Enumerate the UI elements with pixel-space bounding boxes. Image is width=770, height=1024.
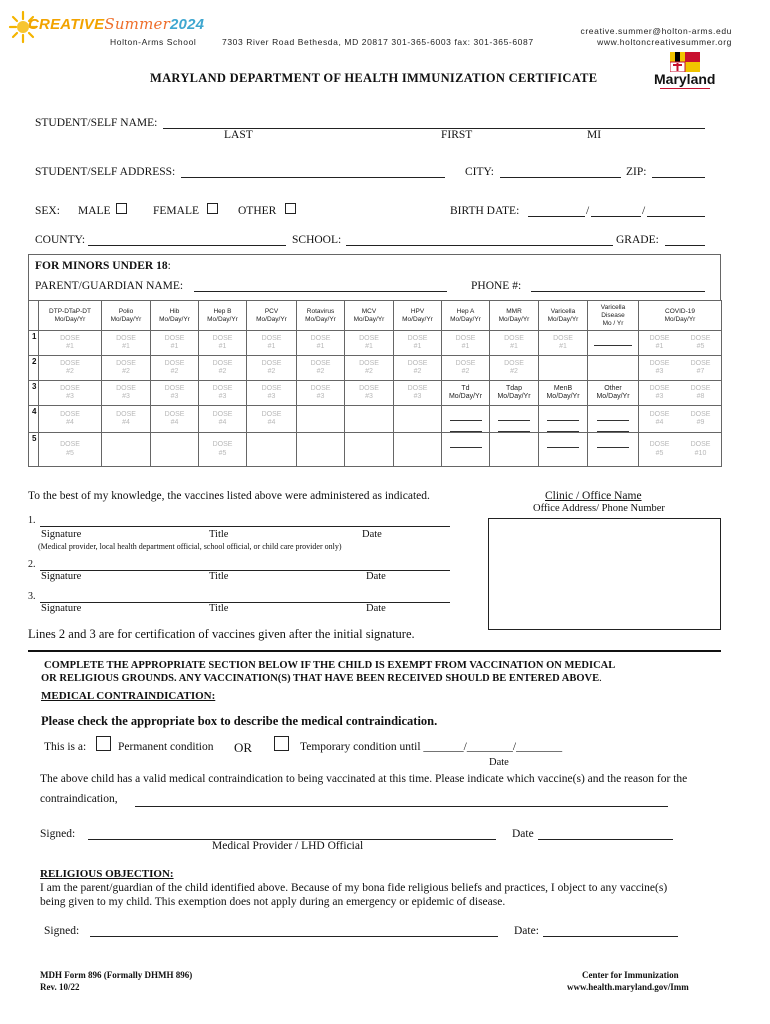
table-row [29,433,722,467]
dose-cell[interactable]: DOSE #1 [394,331,442,356]
mi-label: MI [587,129,602,141]
birth-year-field[interactable] [647,205,705,217]
maryland-logo [652,52,718,92]
logo-year: 2024 [169,16,205,33]
birth-day-field[interactable] [591,205,641,217]
col-header: MCV Mo/Day/Yr [345,301,394,331]
dose-cell[interactable]: DOSE #1 [151,331,199,356]
temporary-label: Temporary condition until _______/________/________ [300,741,563,753]
religious-heading: RELIGIOUS OBJECTION: [40,868,174,880]
dose-pair-cell[interactable]: DOSE #5 DOSE #10 [639,433,722,467]
dose-cell[interactable]: DOSE #1 [442,331,490,356]
sig-line-3[interactable] [40,591,450,603]
dose-cell[interactable]: DOSE #1 [345,331,394,356]
dose-cell[interactable]: DOSE #1 [490,331,539,356]
empty-cell[interactable] [102,433,151,467]
table-row [29,356,722,381]
extra-vaccine-header: MenB Mo/Day/Yr [539,381,588,406]
medical-heading: MEDICAL CONTRAINDICATION: [41,690,216,702]
col-header: Hib Mo/Day/Yr [151,301,199,331]
city-field[interactable] [500,166,621,178]
medical-date-label: Date [512,828,534,840]
extra-vaccine-header: Td Mo/Day/Yr [442,381,490,406]
date-lines-cell[interactable] [588,433,639,467]
or-label: OR [234,740,253,755]
valid-contraindication-text: The above child has a valid medical contraindication to being vaccinated at this time. Please indicate which vaccine(s) and the reason for the [40,773,688,785]
extra-vaccine-header: Tdap Mo/Day/Yr [490,381,539,406]
religious-signature-field[interactable] [90,925,498,937]
sex-label: SEX: [35,205,60,217]
empty-cell[interactable] [151,433,199,467]
maryland-logo-text: Maryland [654,71,716,87]
sig-2-title-label: Title [209,571,229,582]
empty-cell[interactable] [539,356,588,381]
address-field[interactable] [181,166,445,178]
address-label: STUDENT/SELF ADDRESS: [35,166,176,178]
sig-line-1-number: 1. [28,515,36,526]
dose-cell[interactable]: DOSE #3 [151,381,199,406]
date-lines-cell[interactable] [490,406,539,433]
sig-1-date-label: Date [362,529,382,540]
col-header: COVID-19 Mo/Day/Yr [639,301,722,331]
row-number: 3 [29,381,39,406]
dose-cell[interactable]: DOSE #5 [39,433,102,467]
col-header: Hep B Mo/Day/Yr [199,301,247,331]
disease-date-cell[interactable] [588,331,639,356]
guardian-label: PARENT/GUARDIAN NAME: [35,280,184,292]
dose-cell[interactable]: DOSE #4 [102,406,151,433]
male-label: MALE [78,205,111,217]
dose-cell[interactable]: DOSE #2 [490,356,539,381]
sig-line-3-number: 3. [28,591,36,602]
dose-cell[interactable]: DOSE #2 [39,356,102,381]
school-field[interactable] [346,234,613,246]
school-label: SCHOOL: [292,234,342,246]
table-row [29,406,722,433]
provider-note: (Medical provider, local health department official, school official, or child care provider only) [38,542,342,551]
sig-1-signature-label: Signature [41,529,82,540]
table-row [29,381,722,406]
dose-pair-cell[interactable]: DOSE #1 DOSE #5 [639,331,722,356]
dose-cell[interactable]: DOSE #2 [247,356,297,381]
date-lines-cell[interactable] [539,406,588,433]
other-checkbox[interactable] [285,203,296,214]
dose-cell[interactable]: DOSE #2 [394,356,442,381]
section-divider [28,650,721,652]
page-title: MARYLAND DEPARTMENT OF HEALTH IMMUNIZATION CERTIFICATE [150,71,598,85]
date-lines-cell[interactable] [588,406,639,433]
lines-note: Lines 2 and 3 are for certification of vaccines given after the initial signature. [28,627,415,641]
empty-cell[interactable] [394,433,442,467]
sig-1-title-label: Title [209,529,229,540]
guardian-field[interactable] [194,280,447,292]
other-label: OTHER [238,205,277,217]
zip-field[interactable] [652,166,705,178]
exempt-instructions-1: COMPLETE THE APPROPRIATE SECTION BELOW IF THE CHILD IS EXEMPT FROM VACCINATION ON MEDICAL [44,660,616,671]
col-header: Varicella Disease Mo / Yr [588,301,639,331]
dose-cell[interactable]: DOSE #4 [247,406,297,433]
contraindication-label: contraindication, [40,793,118,805]
immunization-table [28,300,722,467]
last-label: LAST [224,129,253,141]
extra-vaccine-header: Other Mo/Day/Yr [588,381,639,406]
birth-month-field[interactable] [528,205,585,217]
empty-cell[interactable] [588,356,639,381]
county-field[interactable] [88,234,286,246]
temporary-checkbox[interactable] [274,736,289,751]
phone-field[interactable] [531,280,705,292]
permanent-checkbox[interactable] [96,736,111,751]
sig-line-2[interactable] [40,559,450,571]
certify-statement: To the best of my knowledge, the vaccines listed above were administered as indicated. [28,490,430,502]
row-number: 2 [29,356,39,381]
dose-cell[interactable]: DOSE #1 [297,331,345,356]
sig-line-2-number: 2. [28,559,36,570]
clinic-title: Clinic / Office Name [545,490,642,502]
dose-cell[interactable]: DOSE #1 [39,331,102,356]
dose-cell[interactable]: DOSE #3 [345,381,394,406]
religious-date-label: Date: [514,925,539,937]
dose-pair-cell[interactable]: DOSE #3 DOSE #7 [639,356,722,381]
col-header: Varicella Mo/Day/Yr [539,301,588,331]
center-site: www.health.maryland.gov/Imm [567,982,689,992]
table-header-row [29,301,722,331]
minors-heading: FOR MINORS UNDER 18: [35,260,171,272]
religious-text-2: being given to my child. This exemption does not apply during an emergency or epidemic of disease. [40,896,506,908]
city-label: CITY: [465,166,494,178]
temporary-date-label: Date [489,757,509,768]
phone-label: PHONE #: [471,280,522,292]
student-name-label: STUDENT/SELF NAME: [35,117,158,129]
col-header: Hep A Mo/Day/Yr [442,301,490,331]
zip-label: ZIP: [626,166,647,178]
provider-label: Medical Provider / LHD Official [212,840,364,852]
clinic-stamp-box[interactable] [488,518,721,630]
maryland-flag-icon [670,52,700,72]
dose-cell[interactable]: DOSE #1 [199,331,247,356]
logo-summer: Summer [104,15,170,33]
first-label: FIRST [441,129,473,141]
col-header: MMR Mo/Day/Yr [490,301,539,331]
medical-signed-label: Signed: [40,828,76,840]
empty-cell[interactable] [297,433,345,467]
dose-cell[interactable]: DOSE #1 [102,331,151,356]
sig-3-date-label: Date [366,603,386,614]
dose-pair-cell[interactable]: DOSE #4 DOSE #9 [639,406,722,433]
sig-line-1[interactable] [40,515,450,527]
student-name-field[interactable] [163,117,705,129]
school-name: Holton-Arms School [110,37,197,47]
county-label: COUNTY: [35,234,86,246]
female-checkbox[interactable] [207,203,218,214]
this-is-a-label: This is a: [44,741,87,753]
contact-email: creative.summer@holton-arms.edu [580,26,732,36]
center-name: Center for Immunization [582,970,679,980]
male-checkbox[interactable] [116,203,127,214]
dose-cell[interactable]: DOSE #4 [199,406,247,433]
religious-text-1: I am the parent/guardian of the child identified above. Because of my bona fide religious beliefs and practices, I object to any vaccine(s) [40,882,668,894]
col-header: DTP-DTaP-DT Mo/Day/Yr [39,301,102,331]
dose-cell[interactable]: DOSE #3 [297,381,345,406]
dose-cell[interactable]: DOSE #3 [199,381,247,406]
female-label: FEMALE [153,205,199,217]
medical-signature-field[interactable] [88,828,496,840]
dose-cell[interactable]: DOSE #2 [151,356,199,381]
sig-2-date-label: Date [366,571,386,582]
dose-cell[interactable]: DOSE #2 [297,356,345,381]
dose-pair-cell[interactable]: DOSE #3 DOSE #8 [639,381,722,406]
empty-cell[interactable] [297,406,345,433]
row-number: 1 [29,331,39,356]
empty-cell[interactable] [394,406,442,433]
dose-cell[interactable]: DOSE #2 [345,356,394,381]
form-number: MDH Form 896 (Formally DHMH 896) [40,970,193,980]
dose-cell[interactable]: DOSE #3 [102,381,151,406]
dose-cell[interactable]: DOSE #2 [199,356,247,381]
religious-signed-label: Signed: [44,925,80,937]
form-revision: Rev. 10/22 [40,982,80,992]
table-row [29,331,722,356]
permanent-label: Permanent condition [118,741,214,753]
empty-cell[interactable] [490,433,539,467]
col-header: HPV Mo/Day/Yr [394,301,442,331]
religious-date-field[interactable] [543,925,678,937]
sig-3-signature-label: Signature [41,603,82,614]
date-lines-cell[interactable] [442,433,490,467]
grade-label: GRADE: [616,234,659,246]
exempt-instructions-2: OR RELIGIOUS GROUNDS. ANY VACCINATION(S) THAT HAVE BEEN RECEIVED SHOULD BE ENTERED ABOVE. [41,673,602,684]
logo-creative: CREATIVE [28,16,105,33]
contact-website: www.holtoncreativesummer.org [597,37,732,47]
dose-cell[interactable]: DOSE #5 [199,433,247,467]
sig-2-signature-label: Signature [41,571,82,582]
dose-cell[interactable]: DOSE #4 [39,406,102,433]
date-lines-cell[interactable] [539,433,588,467]
dose-cell[interactable]: DOSE #3 [39,381,102,406]
dose-cell[interactable]: DOSE #4 [151,406,199,433]
empty-cell[interactable] [345,433,394,467]
clinic-subtitle: Office Address/ Phone Number [533,503,665,514]
col-header: PCV Mo/Day/Yr [247,301,297,331]
dose-cell[interactable]: DOSE #2 [442,356,490,381]
col-header: Polio Mo/Day/Yr [102,301,151,331]
sig-3-title-label: Title [209,603,229,614]
dose-cell[interactable]: DOSE #2 [102,356,151,381]
row-number: 5 [29,433,39,467]
date-lines-cell[interactable] [442,406,490,433]
dose-cell[interactable]: DOSE #1 [247,331,297,356]
birth-date-label: BIRTH DATE: [450,205,520,217]
dose-cell[interactable]: DOSE #3 [247,381,297,406]
please-check: Please check the appropriate box to describe the medical contraindication. [41,714,438,728]
grade-field[interactable] [665,234,705,246]
contraindication-field[interactable] [135,795,668,807]
col-header: Rotavirus Mo/Day/Yr [297,301,345,331]
medical-date-field[interactable] [538,828,673,840]
dose-cell[interactable]: DOSE #3 [394,381,442,406]
empty-cell[interactable] [345,406,394,433]
row-number: 4 [29,406,39,433]
school-address: 7303 River Road Bethesda, MD 20817 301-365-6003 fax: 301-365-6087 [222,37,534,47]
dose-cell[interactable]: DOSE #1 [539,331,588,356]
empty-cell[interactable] [247,433,297,467]
